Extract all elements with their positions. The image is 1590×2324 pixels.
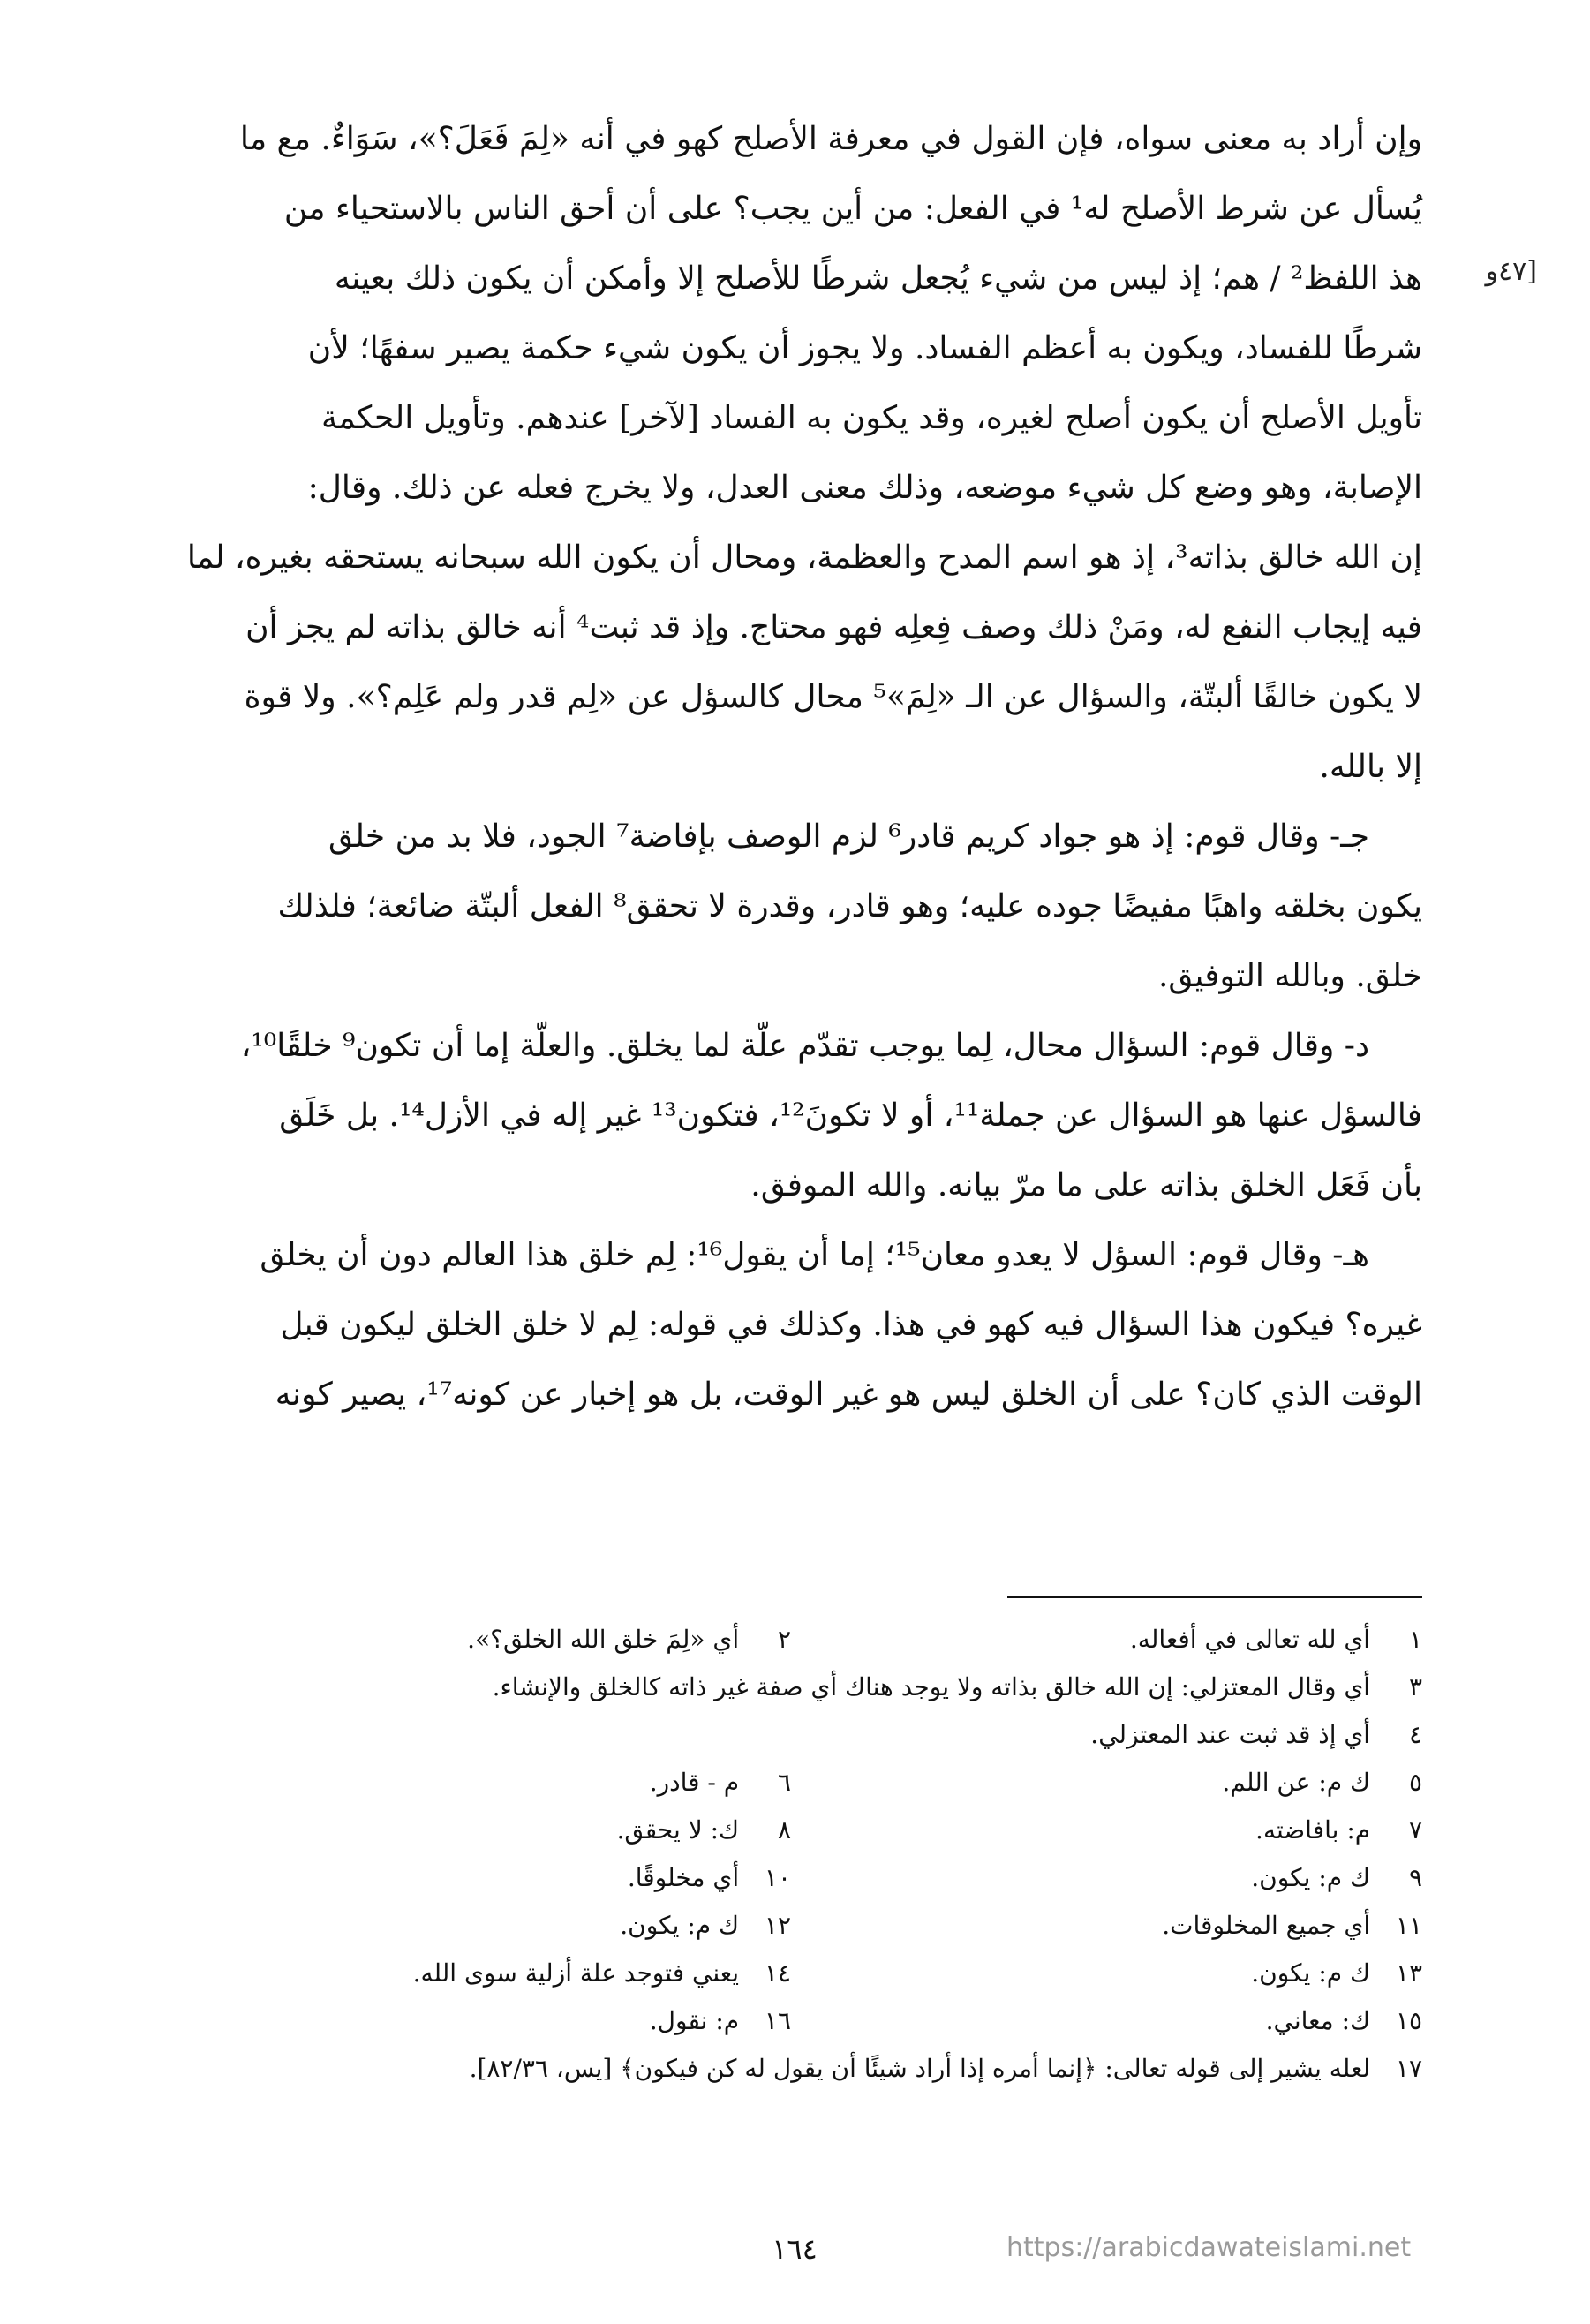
text-line: يُسأل عن شرط الأصلح له¹ في الفعل: من أين يجب؟ على أن أحق الناس بالاستحياء من	[283, 191, 1422, 227]
paragraph-ha-line: الوقت الذي كان؟ على أن الخلق ليس هو غير الوقت، بل هو إخبار عن كونه¹⁷، يصير كونه	[275, 1377, 1422, 1413]
footnote-text: ك م: يكون.	[1251, 1958, 1371, 1988]
footnote-text: م: نقول.	[649, 2006, 740, 2035]
footnote	[160, 1616, 791, 1664]
footnote	[1090, 1711, 1422, 1759]
footnote-row	[160, 1902, 1422, 1950]
text-line: لا يكون خالقًا ألبتّة، والسؤال عن الـ «لِمَ»⁵ محال كالسؤل عن «لِم قدر ولم عَلِم؟». ولا قوة	[244, 679, 1422, 715]
footnote-number: ٤	[1408, 1720, 1422, 1749]
paragraph-dal-line: بأن فَعَل الخلق بذاته على ما مرّ بيانه. والله الموفق.	[750, 1167, 1422, 1204]
main-text-body	[160, 104, 1422, 1430]
footnote-number: ٣	[1408, 1672, 1422, 1702]
footnote-row	[160, 2045, 1422, 2093]
footnote-number: ١٣	[1395, 1958, 1422, 1988]
footnote-text: يعني فتوجد علة أزلية سوى الله.	[412, 1958, 740, 1988]
footnote-separator	[1007, 1596, 1422, 1598]
footnote-text: أي جميع المخلوقات.	[1162, 1911, 1371, 1940]
margin-folio-note: [٤٧و	[1485, 256, 1537, 287]
footnote-row	[160, 1759, 1422, 1807]
footnote-number: ٥	[1408, 1768, 1422, 1797]
footnote	[791, 1807, 1422, 1854]
footnote	[791, 1950, 1422, 1997]
footnote-number: ١١	[1395, 1911, 1422, 1940]
footnote-row	[160, 1711, 1422, 1759]
footnote-number: ٨	[777, 1815, 791, 1845]
footnote-row	[160, 1997, 1422, 2045]
footnote	[791, 1759, 1422, 1807]
footnotes-section	[160, 1616, 1422, 2093]
footnote	[791, 1854, 1422, 1902]
footnote	[160, 1854, 791, 1902]
footnote	[470, 2045, 1422, 2093]
paragraph-ha-line: غيره؟ فيكون هذا السؤال فيه كهو في هذا. وكذلك في قوله: لِم لا خلق الخلق ليكون قبل	[280, 1307, 1422, 1343]
footnote-text: م - قادر.	[649, 1768, 740, 1797]
footnote-number: ٧	[1408, 1815, 1422, 1845]
footnote-number: ٩	[1408, 1863, 1422, 1892]
footnote-number: ١	[1408, 1625, 1422, 1654]
text-line: هذ اللفظ² / هم؛ إذ ليس من شيء يُجعل شرطًا للأصلح إلا وأمكن أن يكون ذلك بعينه	[334, 260, 1422, 297]
paragraph-dal-line: د- وقال قوم: السؤال محال، لِما يوجب تقدّم علّة لما يخلق. والعلّة إما أن تكون⁹ خلقًا¹⁰،	[240, 1028, 1369, 1064]
footnote	[160, 1997, 791, 2045]
footnote-text: لعله يشير إلى قوله تعالى: ﴿إنما أمره إذا أراد شيئًا أن يقول له كن فيكون﴾ [يس، ٨٢/٣٦].	[469, 2054, 1371, 2083]
footnote-row	[160, 1950, 1422, 1997]
footnote-number: ٢	[777, 1625, 791, 1654]
paragraph-dal-line: فالسؤل عنها هو السؤال عن جملة¹¹، أو لا تكونَ¹²، فتكون¹³ غير إله في الأزل¹⁴. بل خَلَق	[279, 1098, 1422, 1134]
footnote-text: أي «لِمَ خلق الله الخلق؟».	[467, 1625, 740, 1654]
footnote-text: أي لله تعالى في أفعاله.	[1129, 1625, 1371, 1654]
footnote-text: ك: معاني.	[1265, 2006, 1371, 2035]
footnote-text: أي إذ قد ثبت عند المعتزلي.	[1090, 1720, 1371, 1749]
paragraph-jim-line: خلق. وبالله التوفيق.	[1157, 958, 1422, 994]
footnote-row	[160, 1807, 1422, 1854]
footnote-text: م: بافاضته.	[1255, 1815, 1371, 1845]
footnote	[160, 1950, 791, 1997]
text-line: فيه إيجاب النفع له، ومَنْ ذلك وصف فِعلِه فهو محتاج. وإذ قد ثبت⁴ أنه خالق بذاته لم يجز أن	[245, 609, 1422, 645]
text-line: تأويل الأصلح أن يكون أصلح لغيره، وقد يكون به الفساد [لآخر] عندهم. وتأويل الحكمة	[321, 400, 1422, 436]
text-line: إلا بالله.	[1319, 749, 1422, 785]
footnote-row	[160, 1616, 1422, 1664]
footnote-number: ١٥	[1395, 2006, 1422, 2035]
footnote-text: ك م: يكون.	[1251, 1863, 1371, 1892]
footnote	[791, 1902, 1422, 1950]
page-number: ١٦٤	[772, 2232, 818, 2266]
text-line: إن الله خالق بذاته³، إذ هو اسم المدح والعظمة، ومحال أن يكون الله سبحانه يستحقه بغيره، لما	[186, 540, 1422, 576]
text-line: الإصابة، وهو وضع كل شيء موضعه، وذلك معنى العدل، ولا يخرج فعله عن ذلك. وقال:	[307, 470, 1422, 506]
footnote-text: أي وقال المعتزلي: إن الله خالق بذاته ولا يوجد هناك أي صفة غير ذاته كالخلق والإنشاء.	[492, 1672, 1371, 1702]
footnote-text: ك: لا يحقق.	[616, 1815, 740, 1845]
footnote-text: ك م: عن اللم.	[1222, 1768, 1371, 1797]
footnote-row	[160, 1854, 1422, 1902]
footnote-number: ١٤	[764, 1958, 791, 1988]
paragraph-ha-line: هـ- وقال قوم: السؤل لا يعدو معان¹⁵؛ إما أن يقول¹⁶: لِم خلق هذا العالم دون أن يخلق	[260, 1237, 1369, 1273]
text-line: شرطًا للفساد، ويكون به أعظم الفساد. ولا يجوز أن يكون شيء حكمة يصير سفهًا؛ لأن	[307, 330, 1422, 366]
footnote-text: أي مخلوقًا.	[627, 1863, 740, 1892]
footnote	[493, 1664, 1422, 1711]
paragraph-jim-line: جـ- وقال قوم: إذ هو جواد كريم قادر⁶ لزم الوصف بإفاضة⁷ الجود، فلا بد من خلق	[328, 819, 1369, 855]
paragraph-jim-line: يكون بخلقه واهبًا مفيضًا جوده عليه؛ وهو قادر، وقدرة لا تحقق⁸ الفعل ألبتّة ضائعة؛ فلذلك	[277, 888, 1422, 924]
footnote	[791, 1616, 1422, 1664]
footnote-number: ١٧	[1395, 2054, 1422, 2083]
footnote	[160, 1807, 791, 1854]
text-line: وإن أراد به معنى سواه، فإن القول في معرفة الأصلح كهو في أنه «لِمَ فَعَلَ؟»، سَوَاءٌ. مع ما	[239, 121, 1422, 157]
footnote-number: ١٦	[764, 2006, 791, 2035]
footnote	[160, 1759, 791, 1807]
footnote-number: ١٠	[764, 1863, 791, 1892]
footnote-number: ١٢	[764, 1911, 791, 1940]
footnote	[791, 1997, 1422, 2045]
footnote-text: ك م: يكون.	[620, 1911, 740, 1940]
footnote	[160, 1902, 791, 1950]
watermark-url: https://arabicdawateislami.net	[1006, 2232, 1412, 2263]
footnote-number: ٦	[777, 1768, 791, 1797]
footnote-row	[160, 1664, 1422, 1711]
